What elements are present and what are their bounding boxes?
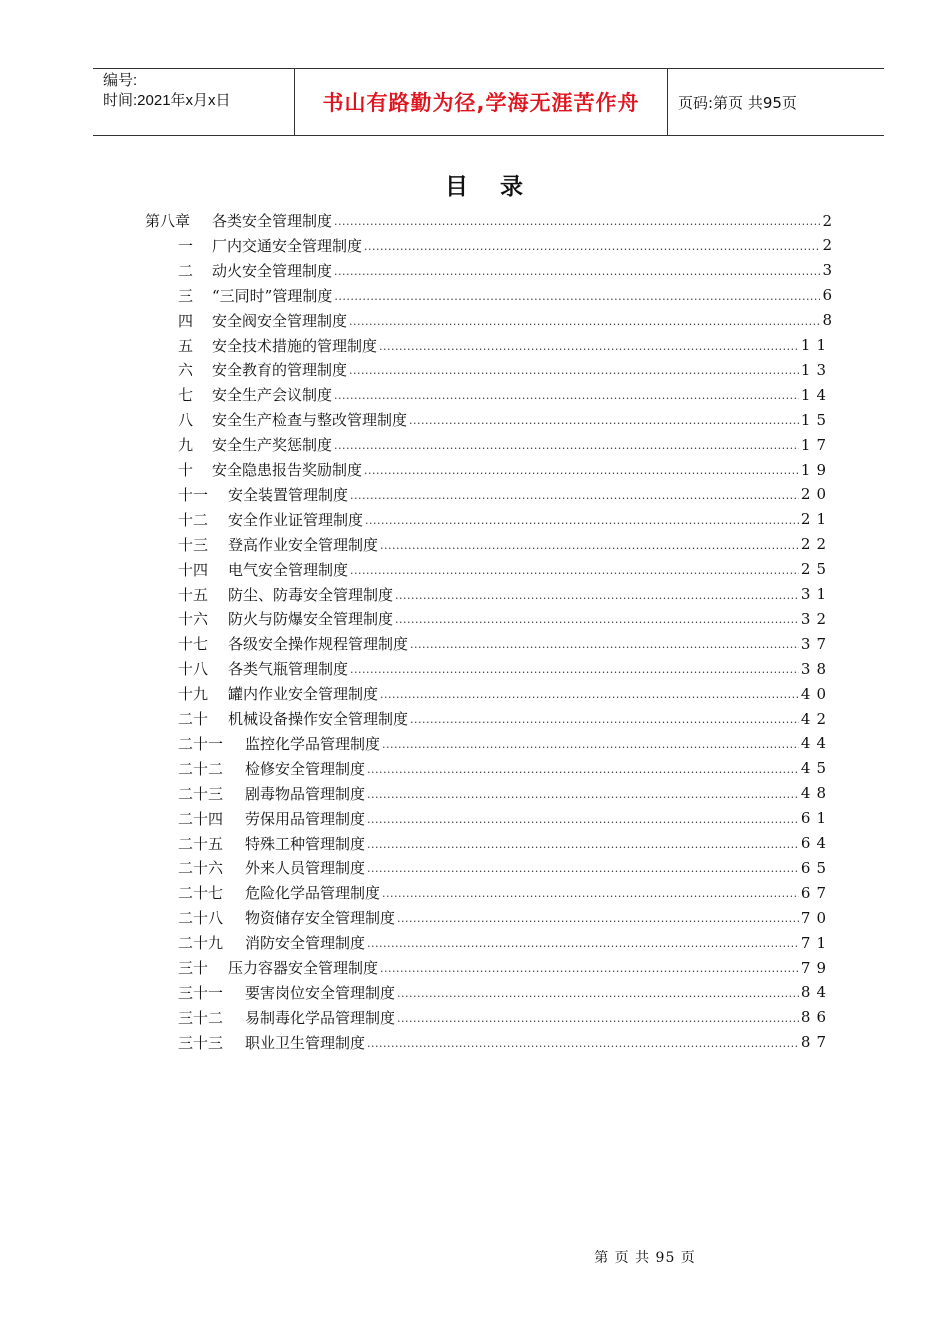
toc-entry[interactable] bbox=[178, 880, 832, 905]
toc-entry-number: 二十 bbox=[178, 710, 209, 728]
toc-entry-page: 8 bbox=[822, 311, 832, 330]
toc-entry[interactable] bbox=[178, 955, 832, 980]
document-number-label: 编号: bbox=[103, 72, 138, 89]
toc-entry-number: 二 bbox=[178, 261, 194, 280]
toc-entry-title: 劳保用品管理制度 bbox=[245, 809, 366, 828]
toc-entry-page: 71 bbox=[800, 933, 832, 952]
toc-entry[interactable] bbox=[178, 283, 832, 308]
toc-entry-page: 65 bbox=[800, 858, 832, 877]
toc-dot-leader bbox=[380, 681, 799, 706]
toc-entry-number: 十五 bbox=[178, 585, 209, 604]
toc-entry-page: 32 bbox=[800, 609, 832, 628]
toc-entry-title: 安全隐患报告奖励制度 bbox=[212, 461, 363, 479]
toc-entry[interactable] bbox=[178, 905, 832, 930]
toc-dot-leader bbox=[350, 482, 799, 507]
toc-entry-page: 42 bbox=[800, 709, 832, 728]
toc-dot-leader bbox=[367, 806, 799, 831]
toc-entry-title: 动火安全管理制度 bbox=[212, 261, 333, 280]
toc-entry-page: 37 bbox=[800, 634, 832, 653]
toc-dot-leader bbox=[379, 333, 799, 358]
toc-entry-number: 二十四 bbox=[178, 809, 224, 828]
toc-entry-number: 十三 bbox=[178, 535, 209, 554]
toc-dot-leader bbox=[409, 407, 799, 432]
toc-entry-page: 86 bbox=[800, 1008, 832, 1027]
document-header bbox=[93, 68, 884, 136]
toc-entry[interactable] bbox=[178, 1005, 832, 1030]
toc-entry-number: 三十一 bbox=[178, 983, 224, 1002]
toc-entry-title: 特殊工种管理制度 bbox=[245, 834, 366, 853]
toc-dot-leader bbox=[334, 283, 820, 308]
toc-entry-number: 十六 bbox=[178, 610, 209, 629]
toc-entry-number: 十 bbox=[178, 461, 194, 479]
toc-entry-page: 48 bbox=[800, 784, 832, 803]
toc-entry-page: 13 bbox=[800, 360, 832, 379]
toc-entry-title: 安全技术措施的管理制度 bbox=[212, 336, 378, 355]
toc-dot-leader bbox=[349, 308, 820, 333]
toc-entry-title: 检修安全管理制度 bbox=[245, 759, 366, 778]
toc-entry-number: 三十三 bbox=[178, 1033, 224, 1052]
toc-entry-number: 五 bbox=[178, 336, 194, 355]
toc-entry-page: 45 bbox=[800, 759, 832, 778]
toc-entry-number: 十八 bbox=[178, 660, 209, 679]
header-page-cell bbox=[668, 69, 884, 135]
toc-entry-page: 6 bbox=[822, 286, 832, 305]
toc-entry-title: 各类气瓶管理制度 bbox=[228, 660, 349, 679]
toc-entry-number: 二十九 bbox=[178, 934, 224, 953]
header-motto: 书山有路勤为径,学海无涯苦作舟 bbox=[322, 91, 640, 115]
toc-entry-title: 安全作业证管理制度 bbox=[228, 510, 364, 529]
toc-entry-page: 87 bbox=[800, 1033, 832, 1052]
toc-entry[interactable] bbox=[178, 606, 832, 631]
toc-entry-page: 15 bbox=[800, 410, 832, 429]
toc-entry[interactable] bbox=[178, 681, 832, 706]
toc-entry-number: 四 bbox=[178, 311, 194, 330]
toc-entry-title: 防火与防爆安全管理制度 bbox=[228, 610, 394, 629]
toc-entry-number: 十一 bbox=[178, 485, 209, 504]
document-time-label: 时间:2021年x月x日 bbox=[103, 92, 231, 109]
toc-entry-title: 危险化学品管理制度 bbox=[245, 884, 381, 903]
toc-entry-title: 安全生产会议制度 bbox=[212, 386, 333, 405]
toc-entry-page: 31 bbox=[800, 585, 832, 603]
page-title: 目 录 bbox=[444, 174, 535, 200]
toc-entry-title: 安全阀安全管理制度 bbox=[212, 311, 348, 330]
toc-dot-leader bbox=[382, 880, 799, 905]
toc-entry-number: 十九 bbox=[178, 685, 209, 704]
header-motto-cell bbox=[295, 69, 668, 135]
toc-entry-title: 防尘、防毒安全管理制度 bbox=[228, 585, 394, 604]
toc-entry-page: 19 bbox=[800, 460, 832, 479]
toc-entry[interactable] bbox=[178, 482, 832, 507]
toc-dot-leader bbox=[367, 781, 799, 806]
toc-entry-page: 2 bbox=[822, 236, 832, 255]
toc-entry-number: 十四 bbox=[178, 560, 209, 579]
toc-entry[interactable] bbox=[178, 855, 832, 880]
toc-entry-title: 安全装置管理制度 bbox=[228, 485, 349, 504]
toc-entry-title: 监控化学品管理制度 bbox=[245, 734, 381, 753]
toc-dot-leader bbox=[395, 582, 799, 607]
toc-entry[interactable] bbox=[178, 706, 832, 731]
toc-entry-title: 电气安全管理制度 bbox=[228, 560, 349, 579]
toc-entry-number: 十七 bbox=[178, 635, 209, 654]
toc-dot-leader bbox=[367, 1030, 799, 1055]
toc-entry[interactable] bbox=[178, 806, 832, 831]
toc-entry-page: 70 bbox=[800, 908, 832, 927]
toc-entry-page: 38 bbox=[800, 659, 832, 678]
header-page-info: 页码:第页 共95页 bbox=[678, 93, 797, 112]
toc-entry-number: 二十二 bbox=[178, 759, 224, 778]
toc-entry-page: 14 bbox=[800, 385, 832, 404]
toc-entry[interactable] bbox=[178, 457, 832, 482]
toc-dot-leader bbox=[397, 1005, 799, 1030]
toc-dot-leader bbox=[349, 357, 799, 382]
toc-entry-page: 3 bbox=[822, 261, 832, 280]
toc-entry-title: 消防安全管理制度 bbox=[245, 934, 366, 953]
toc-entry[interactable] bbox=[178, 258, 832, 283]
toc-entry[interactable] bbox=[145, 208, 832, 233]
toc-dot-leader bbox=[350, 557, 799, 582]
toc-entry-title: 罐内作业安全管理制度 bbox=[228, 685, 379, 704]
toc-entry-number: 二十六 bbox=[178, 859, 224, 878]
toc-entry-number: 一 bbox=[178, 236, 194, 255]
toc-entry[interactable] bbox=[178, 532, 832, 557]
toc-entry-title: “三同时”管理制度 bbox=[212, 286, 333, 305]
toc-dot-leader bbox=[350, 656, 799, 681]
toc-entry-page: 64 bbox=[800, 834, 832, 852]
toc-entry-number: 第八章 bbox=[145, 212, 191, 230]
toc-entry-number: 二十八 bbox=[178, 909, 224, 928]
toc-entry-page: 67 bbox=[800, 883, 832, 902]
toc-entry[interactable] bbox=[178, 930, 832, 955]
toc-entry-page: 21 bbox=[800, 510, 832, 529]
toc-entry-number: 八 bbox=[178, 411, 194, 430]
page-footer: 第 页 共 95 页 bbox=[594, 1250, 696, 1266]
toc-dot-leader bbox=[364, 457, 799, 482]
toc-entry-page: 40 bbox=[800, 684, 832, 703]
toc-entry-title: 外来人员管理制度 bbox=[245, 859, 366, 878]
toc-entry-number: 六 bbox=[178, 361, 194, 380]
header-meta-cell bbox=[93, 69, 295, 135]
toc-dot-leader bbox=[397, 905, 799, 930]
toc-entry[interactable] bbox=[178, 1030, 832, 1055]
toc-entry-title: 安全教育的管理制度 bbox=[212, 361, 348, 380]
toc-entry-number: 二十七 bbox=[178, 884, 224, 903]
toc-dot-leader bbox=[367, 831, 799, 856]
toc-entry-page: 25 bbox=[800, 560, 832, 579]
toc-dot-leader bbox=[365, 507, 799, 532]
toc-entry[interactable] bbox=[178, 656, 832, 681]
toc-dot-leader bbox=[367, 756, 799, 781]
toc-entry-title: 厂内交通安全管理制度 bbox=[212, 236, 363, 255]
toc-entry[interactable] bbox=[178, 781, 832, 806]
toc-entry[interactable] bbox=[178, 357, 832, 382]
toc-entry[interactable] bbox=[178, 407, 832, 432]
toc-dot-leader bbox=[334, 208, 820, 233]
toc-entry-number: 三十二 bbox=[178, 1008, 224, 1027]
toc-entry-title: 安全生产奖惩制度 bbox=[212, 436, 333, 455]
toc-entry[interactable] bbox=[178, 557, 832, 582]
toc-entry-number: 十二 bbox=[178, 510, 209, 529]
toc-entry-title: 各级安全操作规程管理制度 bbox=[228, 635, 409, 654]
toc-entry-number: 三 bbox=[178, 286, 194, 305]
toc-entry-title: 物资储存安全管理制度 bbox=[245, 909, 396, 928]
toc-dot-leader bbox=[334, 258, 820, 283]
toc-entry-page: 20 bbox=[800, 485, 832, 504]
toc-dot-leader bbox=[397, 980, 799, 1005]
toc-entry-page: 22 bbox=[800, 535, 832, 554]
toc-entry[interactable] bbox=[178, 432, 832, 457]
toc-entry-page: 79 bbox=[800, 958, 832, 977]
toc-entry[interactable] bbox=[178, 756, 832, 781]
toc-entry-title: 压力容器安全管理制度 bbox=[228, 959, 379, 977]
toc-entry-number: 二十五 bbox=[178, 834, 224, 853]
toc-dot-leader bbox=[380, 532, 799, 557]
toc-entry-page: 44 bbox=[800, 734, 832, 753]
toc-dot-leader bbox=[367, 930, 799, 955]
toc-entry-title: 要害岗位安全管理制度 bbox=[245, 983, 396, 1002]
toc-dot-leader bbox=[367, 855, 799, 880]
toc-entry-page: 61 bbox=[800, 809, 832, 828]
toc-entry[interactable] bbox=[178, 233, 832, 258]
toc-dot-leader bbox=[364, 233, 820, 258]
toc-entry-number: 二十一 bbox=[178, 734, 224, 753]
toc-dot-leader bbox=[395, 606, 799, 631]
toc-entry-page: 17 bbox=[800, 435, 832, 454]
toc-entry-number: 九 bbox=[178, 436, 194, 455]
toc-entry[interactable] bbox=[178, 731, 832, 756]
toc-dot-leader bbox=[382, 731, 799, 756]
toc-entry-title: 安全生产检查与整改管理制度 bbox=[212, 411, 408, 430]
toc-entry[interactable] bbox=[178, 831, 832, 856]
toc-entry-page: 11 bbox=[800, 336, 832, 354]
toc-dot-leader bbox=[410, 706, 799, 731]
toc-dot-leader bbox=[380, 955, 799, 980]
toc-entry-title: 各类安全管理制度 bbox=[212, 212, 333, 230]
toc-entry[interactable] bbox=[178, 980, 832, 1005]
toc-entry[interactable] bbox=[178, 333, 832, 358]
toc-entry-page: 2 bbox=[822, 211, 832, 230]
toc-entry-number: 七 bbox=[178, 386, 194, 405]
toc-entry[interactable] bbox=[178, 308, 832, 333]
toc-entry-title: 剧毒物品管理制度 bbox=[245, 784, 366, 803]
toc-dot-leader bbox=[334, 432, 799, 457]
toc-entry-title: 易制毒化学品管理制度 bbox=[245, 1008, 396, 1027]
toc-entry[interactable] bbox=[178, 631, 832, 656]
toc-entry-number: 三十 bbox=[178, 959, 209, 977]
toc-entry[interactable] bbox=[178, 382, 832, 407]
toc-entry-title: 机械设备操作安全管理制度 bbox=[228, 710, 409, 728]
toc-entry-title: 登高作业安全管理制度 bbox=[228, 535, 379, 554]
toc-dot-leader bbox=[410, 631, 799, 656]
toc-entry[interactable] bbox=[178, 507, 832, 532]
toc-entry-title: 职业卫生管理制度 bbox=[245, 1033, 366, 1052]
toc-dot-leader bbox=[334, 382, 799, 407]
toc-entry[interactable] bbox=[178, 582, 832, 607]
toc-entry-page: 84 bbox=[800, 983, 832, 1002]
toc-entry-number: 二十三 bbox=[178, 784, 224, 803]
